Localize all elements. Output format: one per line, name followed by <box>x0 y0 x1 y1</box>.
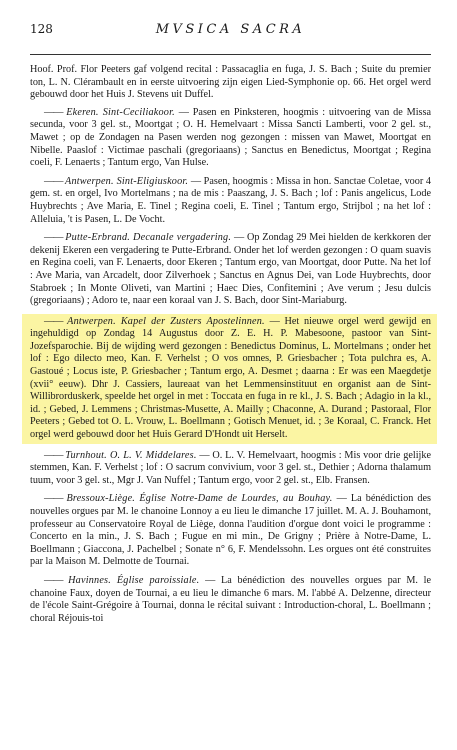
entry-text: — Pasen en Pinksteren, hoogmis : uitvoering van de Missa secunda, voor 3 gel. st., Moortgat ; O. H. Hemelvaart : Missa Sancti Lamberti, voor 2 gel. st., Mawet ; op de Zondagen na Pasen werden nog gezongen : missen van Mawet, Moortgat en Nibelle. Paaslof : Victimae paschali (gregoriaans) ; Sanctus en Benedictus, Moortgat ; Regina coeli, F. Lenaerts ; Tantum ergo, Van Hulse. <box>30 106 431 169</box>
entry-dash: —— <box>44 106 63 118</box>
entry-text: Hoof. Prof. Flor Peeters gaf volgend recital : Passacaglia en fuga, J. S. Bach ; Suite du premier ton, L. N. Clérambault en in eerste uitvoering zijn eigen Lied-Symphonie op. 66. Het orgel werd gebouwd door het Huis J. Stevens uit Duffel. <box>30 64 431 101</box>
entry-0 <box>30 64 431 102</box>
entry-text: — Pasen, hoogmis : Missa in hon. Sanctae Coletae, voor 4 gem. st. en orgel, Ivo Mortelmans ; na de mis : Paaszang, J. S. Bach ; lof : Panis angelicus, Lode Huybrechts ; Ave Maria, E. Tinel ; Regina coeli, E. Tinel ; Tantum ergo, Strijbol ; na het lof : Alleluia, 't is Pasen, L. De Vocht. <box>30 175 432 225</box>
entry-heading: Bressoux-Liège. Église Notre-Dame de Lourdes, au Bouhay. <box>66 493 333 505</box>
entry-heading: Antwerpen. Kapel der Zusters Apostelinnen. <box>67 315 265 327</box>
entry-4-highlighted <box>22 314 437 444</box>
header-rule <box>30 54 431 55</box>
entry-7 <box>30 575 431 625</box>
entry-heading: Ekeren. Sint-Ceciliakoor. <box>66 106 175 118</box>
page-number: 128 <box>30 22 53 36</box>
entry-5 <box>30 450 431 488</box>
entry-dash: —— <box>44 232 63 244</box>
entry-heading: Havinnes. Église paroissiale. <box>68 574 200 586</box>
entry-6 <box>30 493 431 569</box>
entry-text: — La bénédiction des nouvelles orgues par M. le chanoine Faux, doyen de Tournai, a eu lieu le dimanche 6 mars. M. l'abbé A. Delzenne, directeur de l'école Saint-Grégoire à Tournai, donna le récital suivant : Introduction-choral, L. Boellmann ; choral Réjouis-toi <box>30 574 432 624</box>
article-body <box>30 64 431 625</box>
entry-2 <box>30 176 431 226</box>
entry-heading: Antwerpen. Sint-Eligiuskoor. <box>65 175 189 187</box>
entry-heading: Turnhout. O. L. V. Middelares. <box>65 449 197 461</box>
entry-dash: —— <box>44 574 63 586</box>
entry-heading: Putte-Erbrand. Decanale vergadering. <box>65 232 232 244</box>
entry-dash: —— <box>44 493 63 505</box>
entry-1 <box>30 107 431 170</box>
running-title: MVSICA SACRA <box>155 22 306 37</box>
entry-3 <box>30 232 431 308</box>
entry-dash: —— <box>44 449 63 461</box>
entry-text: — La bénédiction des nouvelles orgues par M. le chanoine Lonnoy a eu lieu le dimanche 17 juillet. M. A. J. Bouhamont, professeur au Conservatoire Royal de Liège, donna l'audition d'orgue dont voici le programme : Concerto en la min., J. S. Bach ; Fugue en mi min., De Grigny ; Prière à Notre-Dame, L. Boellmann ; Giaccona, J. Pachelbel ; Sonate n° 6, F. Mendelssohn. Les orgues ont été construites par la Maison M. Delmotte de Tournai. <box>30 493 431 568</box>
page-header <box>30 22 431 48</box>
entry-text: — Op Zondag 29 Mei hielden de kerkkoren der dekenij Ekeren een vergadering te Putte-Erbrand. Onder het lof werden gezongen : O quam suavis en Regina coeli, van F. Lenaerts, door Ekeren ; Tantum ergo, van Moortgat, door Putte. Na het lof : Ave Maria, van Arcadelt, door Zilverhoek ; Sanctus en Agnus Dei, van Lode Huybrechts, door Stabroek ; In Monte Oliveti, van Martini ; Haec Dies, Confitemini ; Ave verum ; Jesu dulcis (gregoriaans) ; Adoro te, naar een koraal van J. S. Bach, door Sint-Mariaburg. <box>30 232 432 307</box>
entry-dash: —— <box>44 175 63 187</box>
entry-text: — O. L. V. Hemelvaart, hoogmis : Mis voor drie gelijke stemmen, Kan. F. Verhelst ; lof : O sacrum convivium, voor 3 gel. st., Dethier ; Adorna thalamum tuum, voor 3 gel. st., Mgr J. Van Nuffel ; Tantum ergo, voor 2 gel. st., Elb. Fransen. <box>30 449 431 486</box>
entry-text: — Het nieuwe orgel werd gewijd en ingehuldigd op Zondag 14 Augustus door Z. E. H. P. Mabesoone, pastoor van Sint-Jozefsparochie. Bij de wijding werd gezongen : Benedictus Dominus, L. Mortelmans ; onder het lof : Ego dilecto meo, Kan. F. Verhelst ; O vos omnes, P. Griesbacher ; Tota pulchra es, A. Gastoué ; Locus iste, P. Griesbacher ; Tantum ergo, A. Desmet ; daarna : Er was een Maegdetje (xvii° eeuw). Dhr J. Cassiers, laureaat van het Lemmensinstituut en organist aan de Sint-Willibrorduskerk, speelde het orgel in met : Toccata en fuga in re kl., J. S. Bach ; Adagio in la kl., id. ; Gebed, J. Lemmens ; Christmas-Musette, A. Mailly ; Chaconne, A. Durand ; Pastoraal, Flor Peeters ; Gebed tot O. L. Vrouw, L. Boellmann ; Gotisch Menuet, id. ; 3e Koraal, C. Franck. Het orgel werd gebouwd door het Huis Gerard D'Hondt uit Herselt. <box>30 315 432 441</box>
entry-dash: —— <box>44 315 63 327</box>
